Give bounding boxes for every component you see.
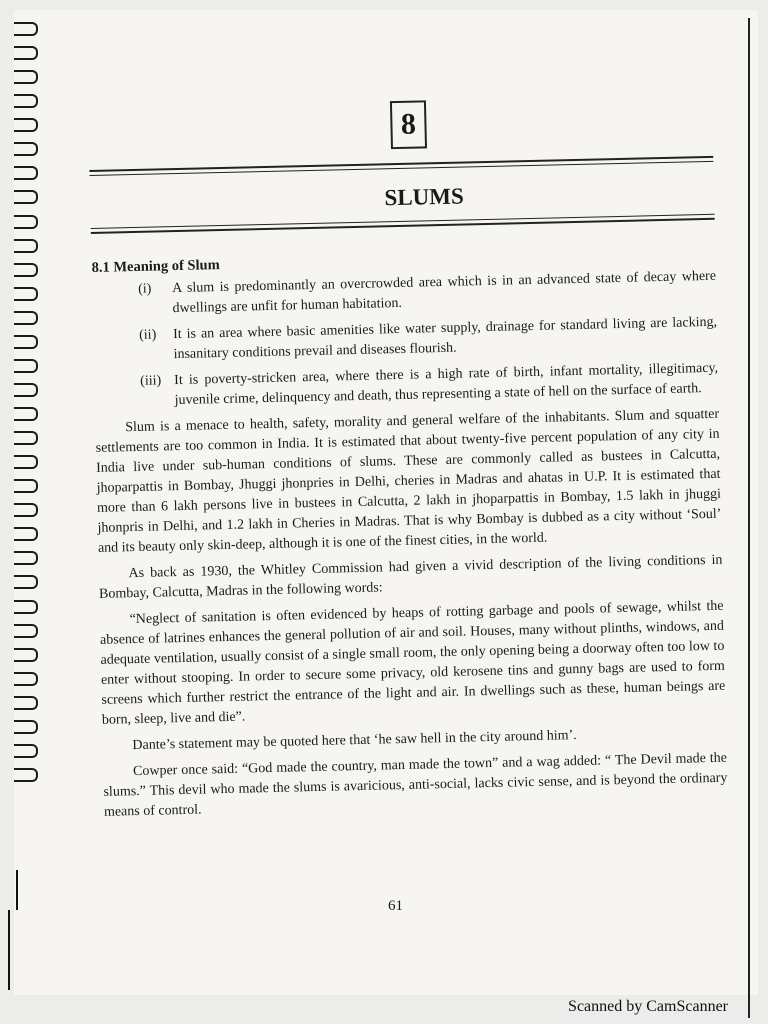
chapter-number-box (390, 100, 427, 149)
binding-coil (14, 359, 38, 373)
list-marker: (i) (137, 281, 152, 297)
list-item (138, 267, 717, 320)
binding-edge-mark (8, 910, 10, 990)
binding-coil (14, 720, 38, 734)
chapter-number: 8 (400, 107, 417, 141)
binding-coil (14, 239, 38, 253)
list-item (140, 359, 719, 412)
binding-coil (14, 94, 38, 108)
binding-coil (14, 479, 38, 493)
binding-coil (14, 407, 38, 421)
binding-coil (14, 263, 38, 277)
binding-coil (14, 431, 38, 445)
binding-coil (14, 648, 38, 662)
body-paragraph: Dante’s statement may be quoted here that ‘he saw hell in the city around him’. (132, 728, 577, 754)
chapter-content (88, 94, 728, 829)
binding-coil (14, 190, 38, 204)
list-text: It is poverty-stricken area, where there is a high rate of birth, infant mortality, illegitimacy, juvenile crime, delinquency and death, thus representing a state of hell on the surface of earth. (174, 360, 719, 409)
binding-coil (14, 46, 38, 60)
binding-coil (14, 383, 38, 397)
body-paragraph: Slum is a menace to health, safety, morality and general welfare of the inhabitants. Slum and squatter settlements are too common in India. It is estimated that about twenty-five percent population of any city in India live under sub-human conditions of slums. These are commonly called as bustees in Calcutta, jhoparpattis in Bombay, Jhuggi jhonpries in Delhi, cheries in Madras and ahatas in U.P. It is estimated that more than 6 lakh persons live in bustees in Calcutta, 2 lakh in jhoparpattis in Bombay, 1.5 lakh in jhuggi jhonpris in Delhi, and 1.2 lakh in Cheries in Madras. That is why Bombay is dubbed as a city without ‘Soul’ and its beauty only skin-deep, although it is one of the finest cities, in the world. (95, 406, 722, 556)
binding-coil (14, 696, 38, 710)
binding-coil (14, 600, 38, 614)
binding-coil (14, 335, 38, 349)
binding-coil (14, 118, 38, 132)
binding-edge-mark (16, 870, 18, 910)
binding-coil (14, 575, 38, 589)
spiral-binding (14, 22, 40, 782)
binding-coil (14, 503, 38, 517)
list-text: It is an area where basic amenities like water supply, drainage for standard living are lacking, insanitary conditions prevail and diseases flourish. (172, 314, 718, 363)
binding-coil (14, 287, 38, 301)
list-text: A slum is predominantly an overcrowded area which is in an advanced state of decay where dwellings are unfit for human habitation. (171, 268, 717, 317)
quoted-paragraph: “Neglect of sanitation is often evidenced by heaps of rotting garbage and pools of sewage, whilst the absence of latrines enhances the general pollution of air and soil. Houses, many without plinths, windows, and adequate ventilation, usually consist of a single small room, the only opening being a doorway often too low to enter without stooping. In order to secure some privacy, old kerosene tins and gunny bags are used to form screens which further restrict the entrance of the light and air. In dwellings such as these, human beings are born, sleep, live and die”. (99, 598, 726, 728)
binding-coil (14, 166, 38, 180)
binding-coil (14, 455, 38, 469)
scanner-watermark: Scanned by CamScanner (568, 998, 728, 1015)
body-paragraph: Cowper once said: “God made the country, man made the town” and a wag added: “ The Devil made the slums.” This devil who made the slums is avaricious, anti-social, lacks civic sense, and is beyond the ordinary means of control. (103, 750, 728, 820)
binding-coil (14, 70, 38, 84)
page-edge-line (748, 18, 750, 1018)
binding-coil (14, 311, 38, 325)
binding-coil (14, 142, 38, 156)
binding-coil (14, 215, 38, 229)
list-item (139, 313, 718, 366)
binding-coil (14, 22, 38, 36)
binding-coil (14, 551, 38, 565)
chapter-title: SLUMS (384, 183, 465, 211)
chapter-title-block (89, 156, 714, 234)
binding-coil (14, 744, 38, 758)
definition-list (92, 267, 719, 413)
list-marker: (ii) (139, 327, 157, 343)
page-number: 61 (388, 898, 403, 914)
binding-coil (14, 624, 38, 638)
binding-coil (14, 768, 38, 782)
list-marker: (iii) (140, 373, 162, 389)
section-heading: 8.1 Meaning of Slum (91, 257, 220, 276)
binding-coil (14, 672, 38, 686)
binding-coil (14, 527, 38, 541)
body-paragraph: As back as 1930, the Whitley Commission had given a vivid description of the living conditions in Bombay, Calcutta, Madras in the following words: (98, 552, 723, 602)
